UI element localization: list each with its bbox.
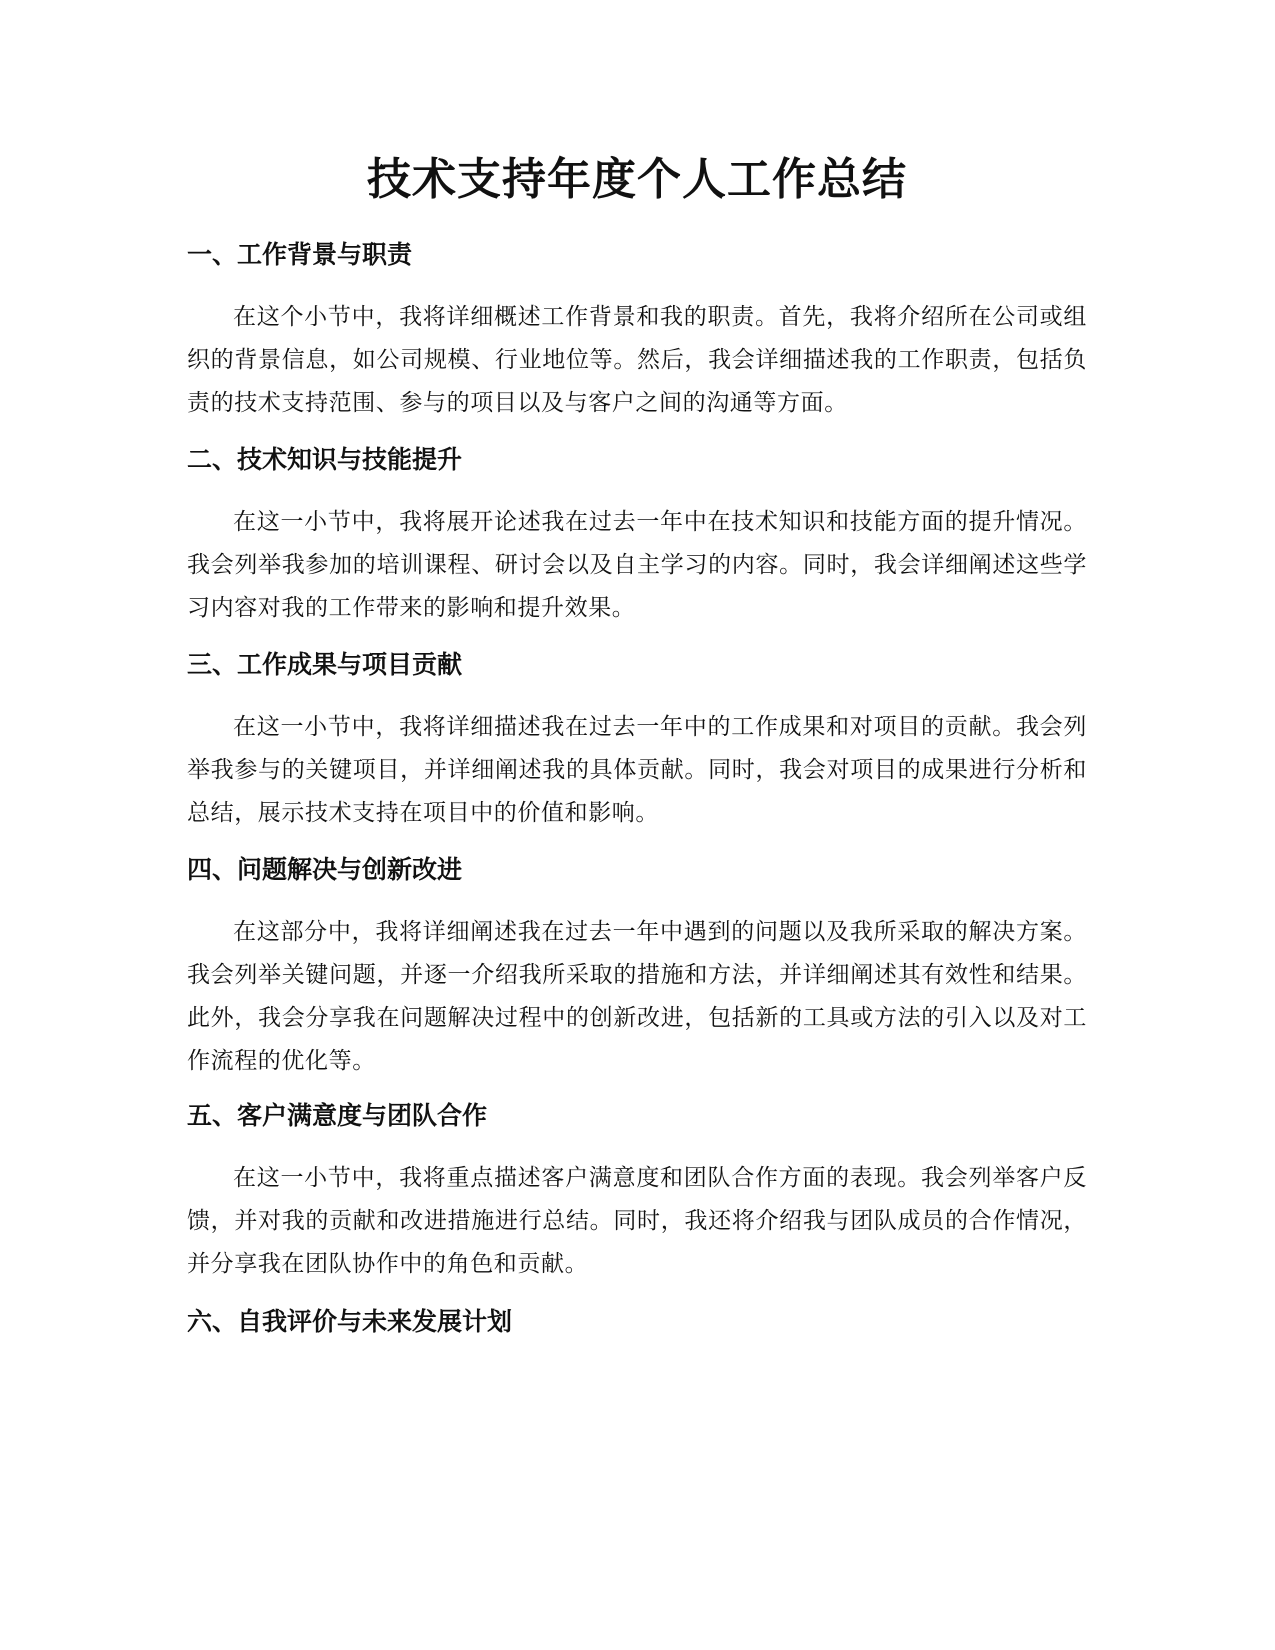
section-heading-4: 四、问题解决与创新改进	[187, 855, 463, 884]
section-body-5: 在这一小节中，我将重点描述客户满意度和团队合作方面的表现。我会列举客户反馈，并对我的贡献和改进措施进行总结。同时，我还将介绍我与团队成员的合作情况，并分享我在团队协作中的角色和贡献。	[187, 1165, 1087, 1277]
section-heading-6: 六、自我评价与未来发展计划	[187, 1307, 513, 1336]
section-heading-5: 五、客户满意度与团队合作	[187, 1101, 488, 1130]
section-heading-2: 二、技术知识与技能提升	[187, 445, 463, 474]
document-title: 技术支持年度个人工作总结	[367, 154, 907, 205]
section-heading-3: 三、工作成果与项目贡献	[187, 650, 463, 679]
section-body-2: 在这一小节中，我将展开论述我在过去一年中在技术知识和技能方面的提升情况。我会列举我参加的培训课程、研讨会以及自主学习的内容。同时，我会详细阐述这些学习内容对我的工作带来的影响和提升效果。	[187, 509, 1087, 621]
section-heading-1: 一、工作背景与职责	[187, 240, 413, 269]
section-body-3: 在这一小节中，我将详细描述我在过去一年中的工作成果和对项目的贡献。我会列举我参与的关键项目，并详细阐述我的具体贡献。同时，我会对项目的成果进行分析和总结，展示技术支持在项目中的价值和影响。	[187, 714, 1087, 826]
document-page	[187, 150, 1087, 1336]
section-body-4: 在这部分中，我将详细阐述我在过去一年中遇到的问题以及我所采取的解决方案。我会列举关键问题，并逐一介绍我所采取的措施和方法，并详细阐述其有效性和结果。此外，我会分享我在问题解决过程中的创新改进，包括新的工具或方法的引入以及对工作流程的优化等。	[187, 919, 1087, 1074]
section-body-1: 在这个小节中，我将详细概述工作背景和我的职责。首先，我将介绍所在公司或组织的背景信息，如公司规模、行业地位等。然后，我会详细描述我的工作职责，包括负责的技术支持范围、参与的项目以及与客户之间的沟通等方面。	[187, 304, 1087, 416]
